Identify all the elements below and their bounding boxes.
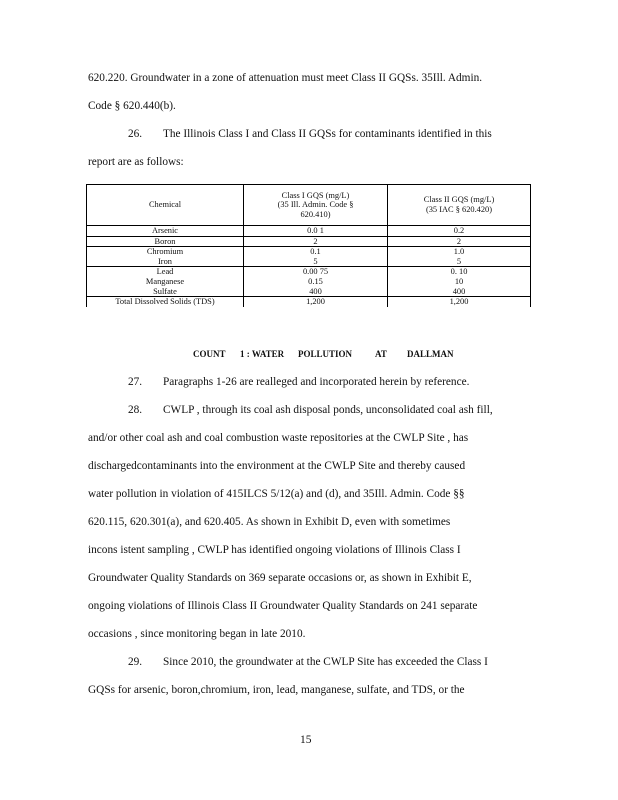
header-class1-line: Class I GQS (mg/L) <box>281 190 350 200</box>
table-row <box>87 226 531 237</box>
class1-value: 0.1 <box>310 247 321 257</box>
class2-cell <box>388 267 531 297</box>
chemical-name: Lead <box>156 267 174 277</box>
paragraph-28-line: dischargedcontaminants into the environment at the CWLP Site and thereby caused <box>88 460 466 472</box>
table-row <box>87 247 531 267</box>
chemical-name: Chromium <box>146 247 184 257</box>
paragraph-26-line-2: report are as follows: <box>88 156 184 168</box>
paragraph-25-line-2: Code § 620.440(b). <box>88 100 176 112</box>
page-number: 15 <box>300 734 312 746</box>
class2-value: 0.2 <box>453 226 465 235</box>
count-heading-part: 1 : WATER <box>240 349 285 359</box>
class1-value: 400 <box>309 286 322 296</box>
paragraph-26-line-1: The Illinois Class I and Class II GQSs for contaminants identified in this <box>163 128 492 140</box>
class1-value: 0.15 <box>308 276 323 286</box>
class2-cell <box>388 226 531 237</box>
class2-value: 2 <box>456 236 462 246</box>
paragraph-28-number: 28. <box>128 404 143 416</box>
count-heading-part: AT <box>375 349 387 359</box>
class2-cell <box>388 297 531 307</box>
class1-cell <box>244 247 388 267</box>
paragraph-25-line-1: 620.220. Groundwater in a zone of attenuation must meet Class II GQSs. 35Ill. Admin. <box>88 72 483 84</box>
header-class2-line: Class II GQS (mg/L) <box>423 195 495 205</box>
chemical-name: Sulfate <box>153 286 177 296</box>
count-heading-part: POLLUTION <box>298 349 353 359</box>
class1-value: 0.0 1 <box>307 226 324 235</box>
class2-value: 400 <box>452 286 466 296</box>
chemical-cell <box>87 247 244 267</box>
paragraph-28-line: occasions , since monitoring began in late 2010. <box>88 628 306 640</box>
paragraph-28-line: incons istent sampling , CWLP has identified ongoing violations of Illinois Class I <box>88 544 461 556</box>
paragraph-28-line: Groundwater Quality Standards on 369 separate occasions or, as shown in Exhibit E, <box>88 572 472 584</box>
chemical-cell <box>87 297 244 307</box>
class1-cell <box>244 236 388 247</box>
class2-value: 1,200 <box>449 297 469 307</box>
chemical-cell <box>87 267 244 297</box>
paragraph-28-line: water pollution in violation of 415ILCS 5/12(a) and (d), and 35Ill. Admin. Code §§ <box>88 488 465 500</box>
paragraph-29-line: Since 2010, the groundwater at the CWLP Site has exceeded the Class I <box>163 656 488 668</box>
paragraph-28-line: and/or other coal ash and coal combustion waste repositories at the CWLP Site , has <box>88 432 469 444</box>
paragraph-28-line: CWLP , through its coal ash disposal ponds, unconsolidated coal ash fill, <box>163 404 493 416</box>
header-class1-line: 620.410) <box>300 209 331 219</box>
chemical-cell <box>87 226 244 237</box>
paragraph-26-number: 26. <box>128 128 143 140</box>
class2-value: 1.0 <box>453 247 465 257</box>
header-class1-line: (35 Ill. Admin. Code § <box>277 200 354 210</box>
table-row <box>87 267 531 297</box>
class2-cell <box>388 236 531 247</box>
paragraph-28-line: 620.115, 620.301(a), and 620.405. As shown in Exhibit D, even with sometimes <box>88 516 451 528</box>
class2-value: 10 <box>454 276 464 286</box>
class1-cell <box>244 267 388 297</box>
paragraph-27-text: Paragraphs 1-26 are realleged and incorporated herein by reference. <box>163 376 470 388</box>
paragraph-28-line: ongoing violations of Illinois Class II Groundwater Quality Standards on 241 separate <box>88 600 478 612</box>
paragraph-27-number: 27. <box>128 376 143 388</box>
class1-cell <box>244 226 388 237</box>
count-heading-part: COUNT <box>193 349 226 359</box>
class2-cell <box>388 247 531 267</box>
gqs-table <box>86 184 531 307</box>
class1-value: 1,200 <box>306 297 325 307</box>
class2-value: 0. 10 <box>450 267 468 277</box>
paragraph-29-line: GQSs for arsenic, boron,chromium, iron, lead, manganese, sulfate, and TDS, or the <box>88 684 465 696</box>
chemical-name: Arsenic <box>151 226 179 235</box>
chemical-name: Boron <box>154 236 176 246</box>
class1-value: 2 <box>313 236 318 246</box>
class1-cell <box>244 297 388 307</box>
chemical-name: Total Dissolved Solids (TDS) <box>115 297 215 307</box>
table-row <box>87 236 531 247</box>
chemical-cell <box>87 236 244 247</box>
chemical-name: Manganese <box>145 276 185 286</box>
chemical-name: Iron <box>158 256 172 266</box>
header-class2-line: (35 IAC § 620.420) <box>425 205 493 214</box>
count-heading-part: DALLMAN <box>407 349 454 359</box>
header-chemical: Chemical <box>87 185 244 226</box>
class1-value: 0.00 75 <box>302 267 329 277</box>
class1-value: 5 <box>313 256 318 266</box>
table-header-row <box>87 185 531 226</box>
class2-value: 5 <box>456 256 462 266</box>
header-class1 <box>244 185 388 226</box>
paragraph-29-number: 29. <box>128 656 143 668</box>
table-row <box>87 297 531 307</box>
header-class2 <box>388 185 531 226</box>
